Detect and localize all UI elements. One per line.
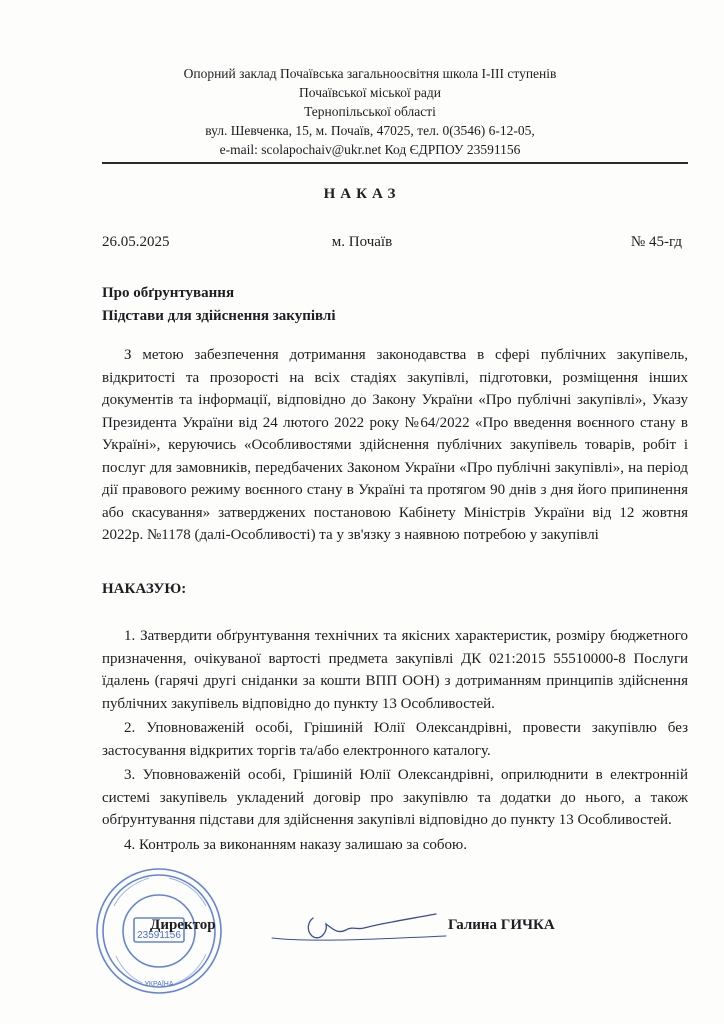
subject-line-2: Підстави для здійснення закупівлі	[102, 308, 336, 324]
order-item-2: 2. Уповноваженій особі, Грішиній Юлії Олександрівні, провести закупівлю без застосування відкритих торгів та/або електронного каталогу.	[102, 720, 688, 759]
letterhead-contacts: e-mail: scolapochaiv@ukr.net Код ЄДРПОУ 23591156	[219, 142, 521, 157]
subject-line-1: Про обґрунтування	[102, 285, 235, 301]
order-item-1: 1. Затвердити обґрунтування технічних та якісних характеристик, розміру бюджетного призначення, очікуваної вартості предмета закупівлі ДК 021:2015 55510000-8 Послуги їдалень (гарячі другі сніданки за кошти ВПП ООН) з дотриманням принципів здійснення публічних закупівель відповідно до пункту 13 Особливостей.	[102, 628, 688, 712]
letterhead-school-name: Опорний заклад Почаївська загальноосвітня школа І-ІІІ ступенів	[183, 66, 557, 81]
stamp-code: 23591156	[137, 930, 181, 941]
order-subject	[102, 282, 336, 328]
order-item-3: 3. Уповноваженій особі, Грішиній Юлії Олександрівні, оприлюднити в електронній системі закупівель укладений договір про закупівлю та додатки до нього, а також обґрунтування підстави для здійснення закупівлі відповідно до пункту 13 Особливостей.	[102, 767, 688, 828]
order-heading: НАКАЗУЮ:	[102, 581, 187, 597]
signatory-name: Галина ГИЧКА	[448, 917, 555, 933]
document-title: НАКАЗ	[323, 186, 401, 202]
signatory-title: Директор	[150, 917, 216, 933]
handwritten-signature	[268, 908, 448, 948]
letterhead-divider	[102, 162, 688, 164]
order-item-4: 4. Контроль за виконанням наказу залишаю за собою.	[124, 836, 467, 853]
stamp-country: УКРАЇНА	[144, 981, 174, 988]
letterhead-council: Почаївської міської ради	[299, 85, 441, 100]
order-city: м. Почаїв	[331, 234, 393, 250]
preamble-paragraph: З метою забезпечення дотримання законодавства в сфері публічних закупівель, відкритості та прозорості на всіх стадіях закупівлі, підготовки, розміщення інших документів та інформації, відповідно до Закону України «Про публічні закупівлі», Указу Президента України від 24 лютого 2022 року №64/2022 «Про введення воєнного стану в Україні», керуючись «Особливостями здійснення публічних закупівель товарів, робіт і послуг для замовників, передбачених Законом України «Про публічні закупівлі», на період дії правового режиму воєнного стану в Україні та протягом 90 днів з дня його припинення або скасування» затверджених постановою Кабінету Міністрів України від 12 жовтня 2022р. №1178 (далі-Особливості) та у зв'язку з наявною потребою у закупівлі	[102, 347, 688, 543]
letterhead-region: Тернопільської області	[304, 104, 436, 119]
letterhead	[150, 64, 590, 159]
letterhead-address: вул. Шевченка, 15, м. Почаїв, 47025, тел. 0(3546) 6-12-05,	[205, 123, 535, 138]
order-number: № 45-гд	[630, 234, 682, 250]
order-items	[102, 625, 688, 858]
order-date: 26.05.2025	[102, 234, 170, 250]
